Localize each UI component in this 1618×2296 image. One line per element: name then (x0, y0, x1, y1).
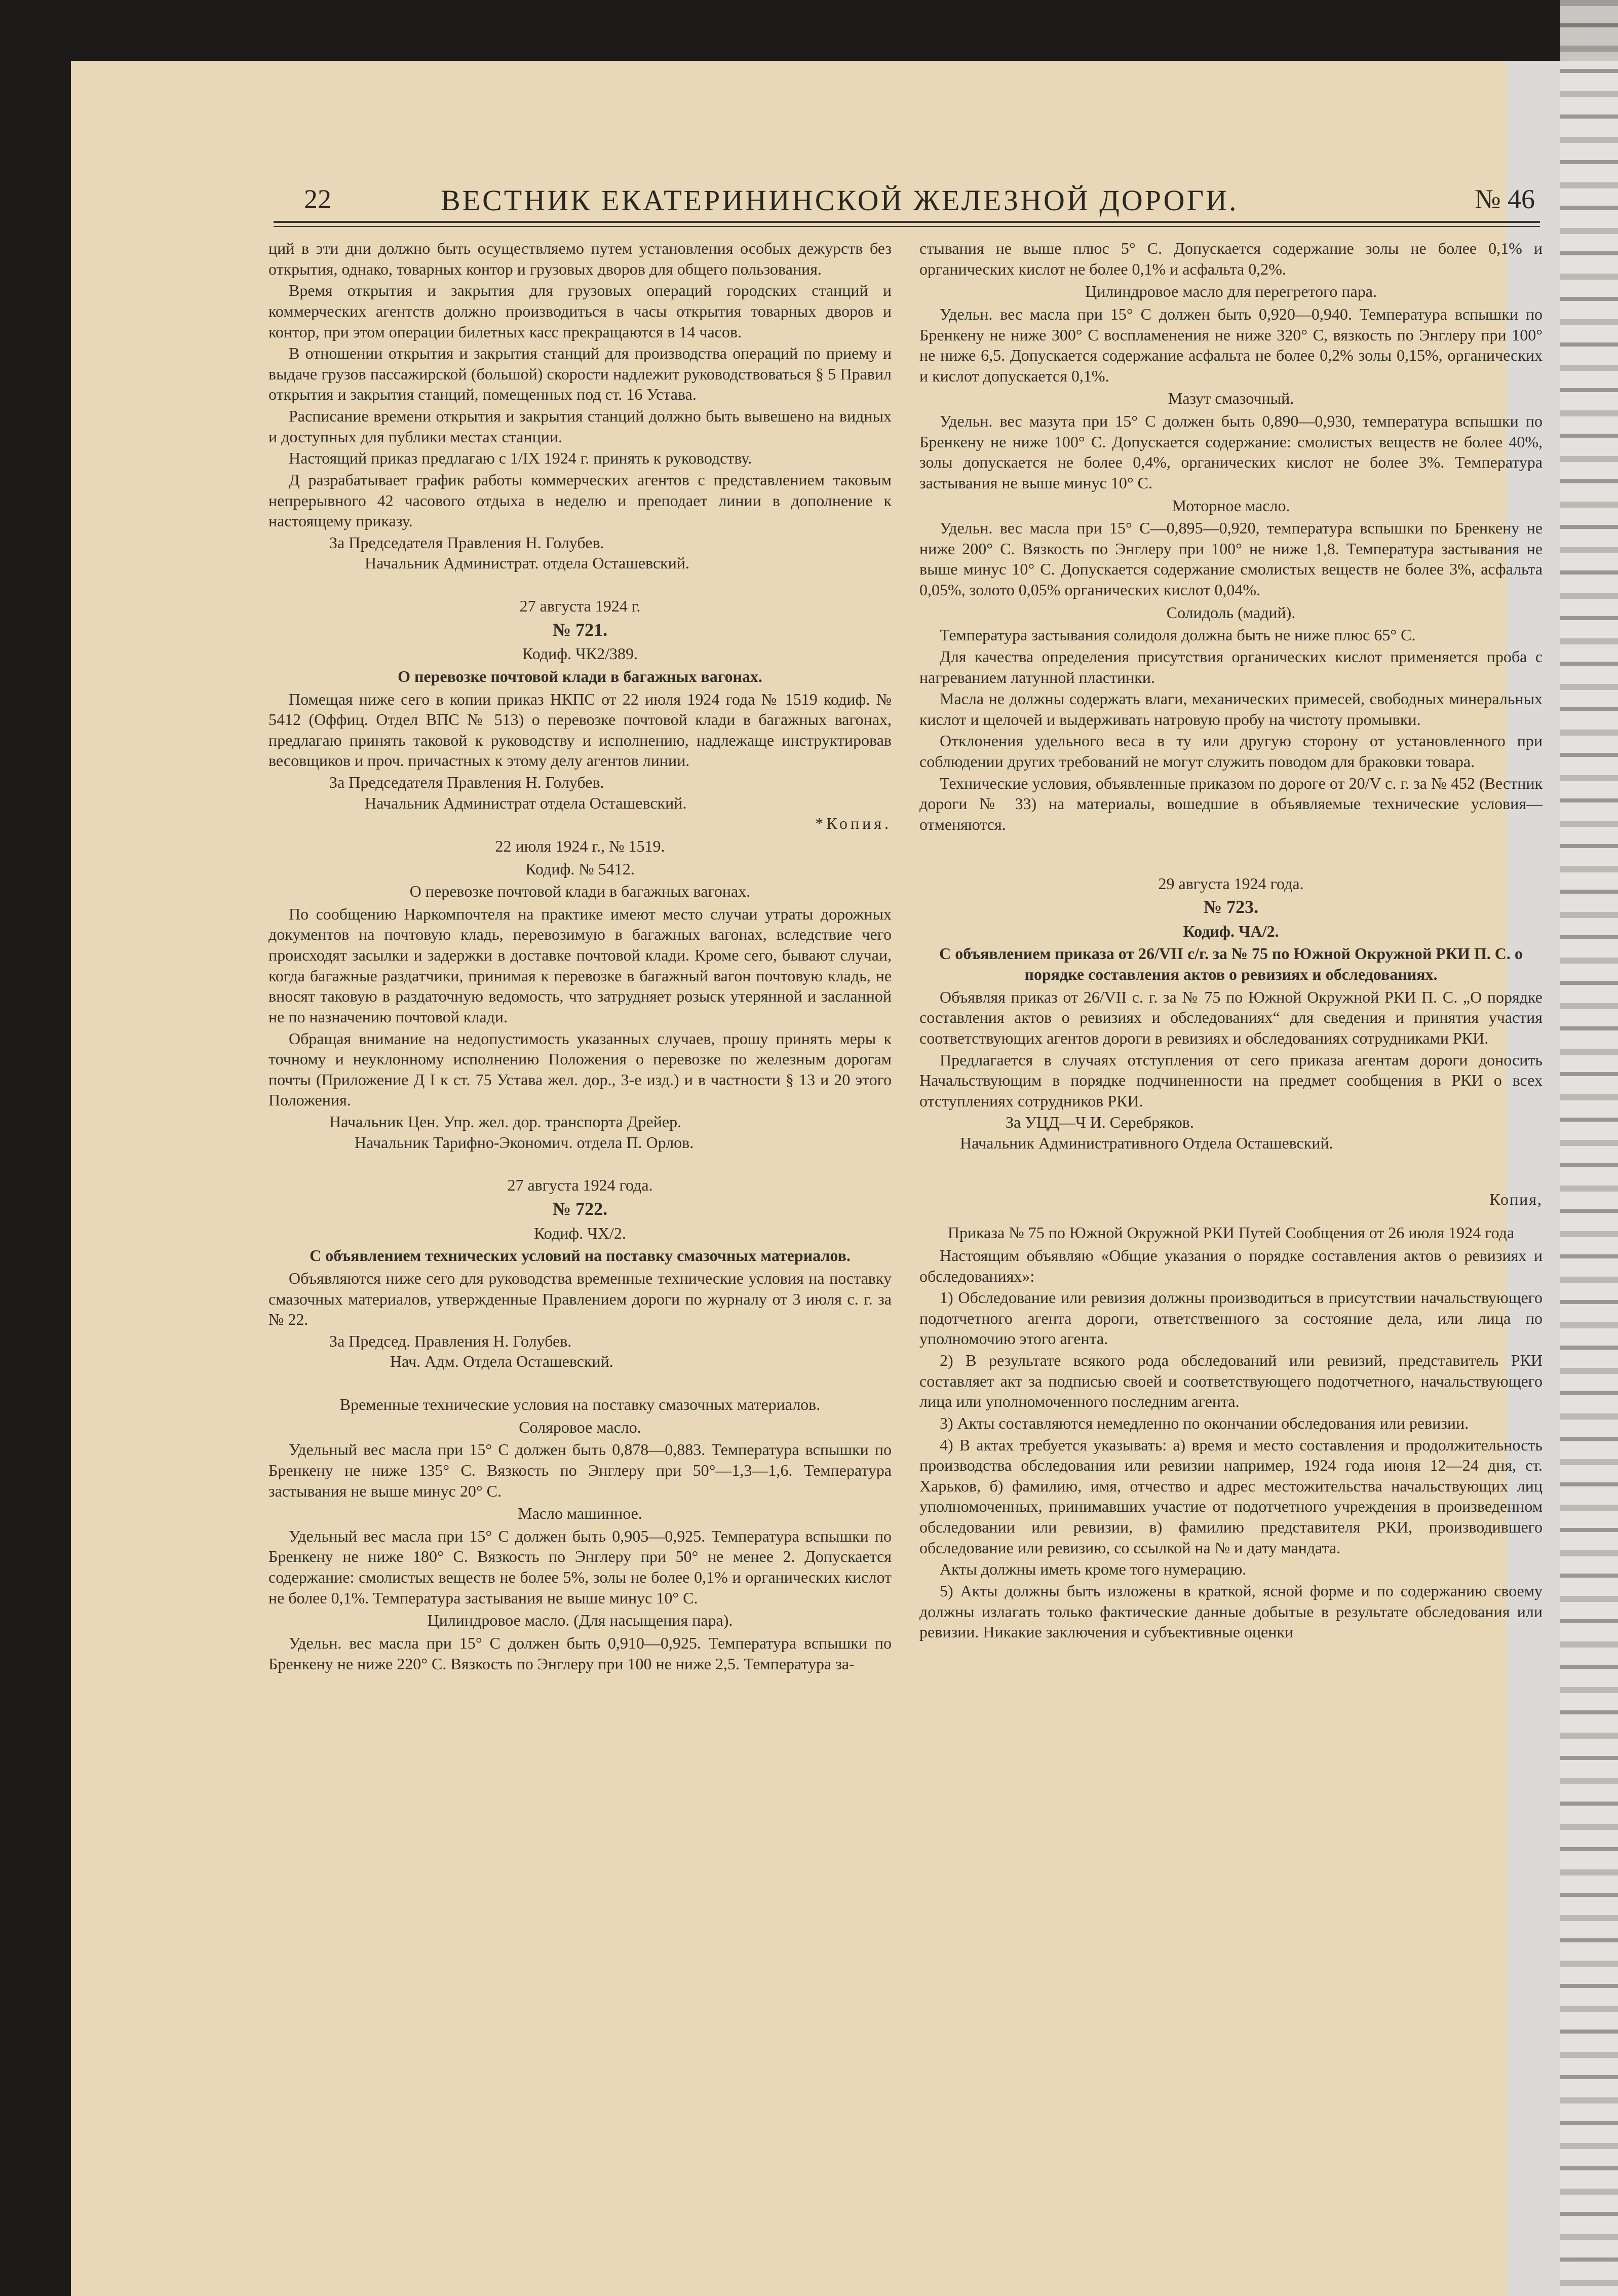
paragraph: Удельн. вес масла при 15° С должен быть 0,920—0,940. Температура вспышки по Бренкену не ниже 300° С воспламенения не ниже 320° С, вязкость по Энглеру при 100° не ниже 6,5. Допускается содержание асфальта не более 0,2% золы 0,15%, органических и кислот допускается 0,1%. (919, 304, 1543, 385)
header-rule (274, 221, 1540, 227)
signature: Начальник Цен. Упр. жел. дор. транспорта Дрейер. (329, 1113, 682, 1131)
copy-code: Кодиф. № 5412. (525, 859, 635, 878)
paragraph: Отклонения удельного веса в ту или другую сторону от установленного при соблюдении других требований не могут служить поводом для браковки товара. (919, 732, 1543, 771)
signature: Нач. Адм. Отдела Осташевский. (390, 1352, 613, 1371)
paragraph: Акты должны иметь кроме того нумерацию. (940, 1560, 1247, 1579)
paragraph: стывания не выше плюс 5° С. Допускается содержание золы не более 0,1% и органических кислот не более 0,1% и асфальта 0,2%. (919, 239, 1543, 278)
subheading: Мазут смазочный. (1168, 389, 1294, 408)
paragraph: 3) Акты составляются немедленно по окончании обследования или ревизии. (940, 1413, 1469, 1432)
paragraph: Помещая ниже сего в копии приказ НКПС от 22 июля 1924 года № 1519 кодиф. № 5412 (Оффиц. Отдел ВПС № 513) о перевозке почтовой клади в багажных вагонах, предлагаю принять таковой к руководству и исполнению, надлежаще инструктировав весовщиков и проч. причастных к этому делу агентов линии. (268, 690, 892, 770)
paragraph: ций в эти дни должно быть осуществляемо путем установления особых дежурств без открытия, однако, товарных контор и грузовых дворов для общего пользования. (268, 239, 892, 278)
issue-number: № 46 (1474, 184, 1535, 214)
paragraph: 1) Обследование или ревизия должны производиться в присутствии начальствующего подотчетного агента дороги, ответственного за состояние дела, или лица по уполномочию этого агента. (919, 1288, 1543, 1348)
order-date: 27 августа 1924 г. (519, 597, 641, 615)
subheading: Соляровое масло. (519, 1418, 641, 1436)
paragraph: Объявляя приказ от 26/VII с. г. за № 75 по Южной Окружной РКИ П. С. „О порядке составления актов о ревизиях и обследованиях“ для сведения и принятия участия соответствующих агентов дороги в ревизиях и обследованиях сотрудниками РКИ. (919, 987, 1543, 1047)
signature: За Председателя Правления Н. Голубев. (329, 773, 604, 792)
subheading: Цилиндровое масло. (Для насыщения пара). (427, 1611, 733, 1630)
paragraph: Предлагается в случаях отступления от сего приказа агентам дороги доносить Начальствующим в порядке подчиненности на предмет сообщения в РКИ о всех отступлениях сотрудников РКИ. (919, 1050, 1543, 1110)
signature: Начальник Тарифно-Экономич. отдела П. Орлов. (355, 1133, 694, 1152)
order-title: Приказа № 75 по Южной Окружной РКИ Путей Сообщения от 26 июля 1924 года (947, 1223, 1515, 1242)
order-code: Кодиф. ЧА/2. (1183, 922, 1279, 940)
journal-title: ВЕСТНИК ЕКАТЕРИНИНСКОЙ ЖЕЛЕЗНОЙ ДОРОГИ. (441, 184, 1239, 217)
paragraph: В отношении открытия и закрытия станций для производства операций по приему и выдаче грузов пассажирской (большой) скорости надлежит руководствоваться § 5 Правил открытия и закрытия станций, помещенных под ст. 16 Устава. (268, 344, 892, 404)
page-header (304, 183, 1555, 223)
signature: Начальник Администрат отдела Осташевский. (365, 793, 687, 812)
paragraph: Удельн. вес масла при 15° С—0,895—0,920, температура вспышки по Бренкену не ниже 200° С. Вязкость по Энглеру при 100° не ниже 1,8. Температура застывания не выше минус 10° С. Допускается содержание смолистых веществ не более 3%, асфальта 0,05%, золото 0,05% органических кислот 0,04%. (919, 519, 1543, 599)
next-page-text-edge (1560, 0, 1618, 2296)
subheading: Моторное масло. (1172, 496, 1290, 515)
signature: За Председателя Правления Н. Голубев. (329, 533, 604, 552)
paragraph: Объявляются ниже сего для руководства временные технические условия на поставку смазочных материалов, утвержденные Правлением дороги по журналу от 3 июля с. г. за № 22. (268, 1269, 892, 1329)
order-title: С объявлением приказа от 26/VII с/г. за № 75 по Южной Окружной РКИ П. С. о порядке составления актов о ревизиях и обследованиях. (939, 944, 1523, 984)
signature: Начальник Администрат. отдела Осташевский. (365, 554, 689, 572)
order-title: С объявлением технических условий на поставку смазочных материалов. (310, 1246, 851, 1265)
copy-mark: *Копия. (815, 814, 892, 833)
order-date: 29 августа 1924 года. (1158, 874, 1304, 893)
order-title: О перевозке почтовой клади в багажных вагонах. (398, 667, 762, 685)
paragraph: Для качества определения присутствия органических кислот применяется проба с нагреванием латунной пластинки. (919, 647, 1543, 686)
paragraph: По сообщению Наркомпочтеля на практике имеют место случаи утраты дорожных документов на почтовую кладь, перевозимую в багажных вагонах, вследствие чего происходят засылки и задержки в доставке почтовой клади. Кроме сего, бывают случаи, когда багажные раздатчики, принимая к перевозке в багажный вагон почтовую кладь, не вносят таковую в раздаточную ведомость, что затрудняет розыск утерянной и засланной не по назначению почтовой клади. (268, 904, 892, 1026)
order-date: 27 августа 1924 года. (507, 1176, 653, 1195)
paragraph: 4) В актах требуется указывать: а) время и место составления и продолжительность производства обследования или ревизии например, 1924 года июня 12—24 дня, ст. Харьков, б) фамилию, имя, отчество и адрес местожительства начальствующих лиц уполномоченных, принимавших участие от подотчетного учреждения в произведенном обследовании или ревизии, в) фамилию представителя РКИ, производившего обследование или ревизию, со ссылкой на № и дату мандата. (919, 1435, 1543, 1557)
paragraph: 5) Акты должны быть изложены в краткой, ясной форме и по содержанию своему должны излагать только фактические данные добытые в результате обследования или ревизии. Никакие заключения и субъективные оценки (919, 1581, 1543, 1641)
paragraph: 2) В результате всякого рода обследований или ревизий, представитель РКИ составляет акт за подписью своей и соответствующего подотчетного, начальствующего лица или уполномоченного последним агента. (919, 1351, 1543, 1411)
subheading: Солидоль (мадий). (1166, 603, 1296, 622)
paragraph: Масла не должны содержать влаги, механических примесей, свободных минеральных кислот и щелочей и выдерживать натровую пробу на чистоту промывки. (919, 690, 1543, 729)
paragraph: Обращая внимание на недопустимость указанных случаев, прошу принять меры к точному и неуклонному исполнению Положения о перевозке по железным дорогам почты (Приложение Д I к ст. 75 Устава жел. дор., 3-е изд.) и в частности § 13 и 20 этого Положения. (268, 1029, 892, 1109)
paragraph: Удельн. вес масла при 15° С должен быть 0,910—0,925. Температура вспышки по Бренкену не ниже 220° С. Вязкость по Энглеру при 100 не ниже 2,5. Температура за- (268, 1633, 892, 1673)
section-title: Временные технические условия на поставку смазочных материалов. (339, 1395, 821, 1414)
paragraph: Время открытия и закрытия для грузовых операций городских станций и коммерческих агентств должно производиться в часы открытия товарных дворов и контор, при этом операции билетных касс прекращаются в 14 часов. (268, 281, 892, 341)
paragraph: Технические условия, объявленные приказом по дороге от 20/V с. г. за № 452 (Вестник дороги № 33) на материалы, вошедшие в объявляемые технические условия—отменяются. (919, 774, 1543, 833)
order-number: № 721. (552, 619, 608, 640)
paragraph: Расписание времени открытия и закрытия станций должно быть вывешено на видных и доступных для публики местах станции. (268, 407, 892, 446)
copy-title: О перевозке почтовой клади в багажных вагонах. (409, 882, 751, 901)
paragraph: Настоящим объявляю «Общие указания о порядке составления актов о ревизиях и обследованиях»: (919, 1246, 1543, 1285)
paragraph: Настоящий приказ предлагаю с 1/IX 1924 г. принять к руководству. (289, 449, 752, 468)
subheading: Масло машинное. (518, 1504, 642, 1523)
paragraph: Удельн. вес мазута при 15° С должен быть 0,890—0,930, температура вспышки по Бренкену не ниже 100° С. Допускается содержание: смолистых веществ не более 40%, золы допускается не более 0,4%, органических кислот не более 3%. Температура застывания не выше минус 10° С. (919, 412, 1543, 492)
signature: За Председ. Правления Н. Голубев. (329, 1331, 572, 1350)
copy-date: 22 июля 1924 г., № 1519. (495, 836, 665, 855)
subheading: Цилиндровое масло для перегретого пара. (1085, 282, 1377, 301)
order-number: № 722. (552, 1198, 608, 1219)
paragraph: Удельный вес масла при 15° С должен быть 0,905—0,925. Температура вспышки по Бренкену не ниже 180° С. Вязкость по Энглеру при 50° не менее 2. Допускается содержание: смолистых веществ не более 5%, золы не более 0,1% и органических кислот не более 0,1%. Температура застывания не выше минус 10° С. (268, 1526, 892, 1607)
signature: Начальник Административного Отдела Осташевский. (960, 1134, 1333, 1153)
paragraph: Температура застывания солидоля должна быть не ниже плюс 65° С. (940, 626, 1416, 644)
right-column (919, 238, 1543, 1643)
paragraph: Д разрабатывает график работы коммерческих агентов с представлением таковым непрерывного 42 часового отдыха в неделю и преподает линии в дополнение к настоящему приказу. (268, 470, 892, 530)
order-code: Кодиф. ЧХ/2. (534, 1223, 626, 1242)
left-column (268, 238, 892, 1675)
signature: За УЦД—Ч И. Серебряков. (1006, 1113, 1194, 1132)
order-number: № 723. (1203, 897, 1259, 917)
paragraph: Удельный вес масла при 15° С должен быть 0,878—0,883. Температура вспышки по Бренкену не ниже 135° С. Вязкость по Энглеру при 50°—1,3—1,6. Температура застывания не выше минус 20° С. (268, 1440, 892, 1500)
page-number: 22 (304, 184, 331, 214)
copy-mark: Копия, (1489, 1190, 1543, 1208)
order-code: Кодиф. ЧК2/389. (522, 644, 638, 663)
